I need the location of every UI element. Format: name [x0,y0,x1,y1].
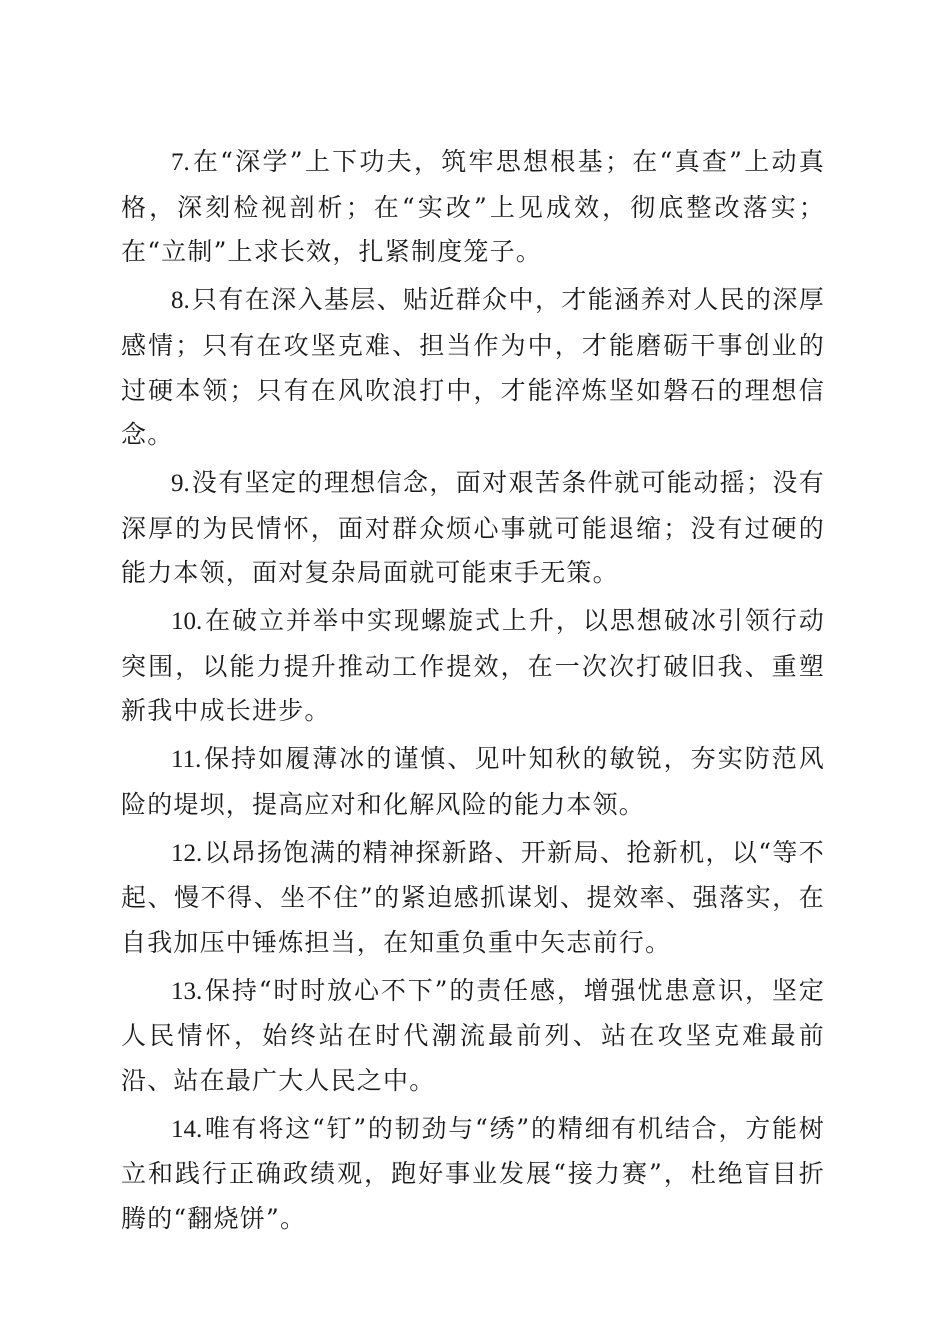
document-body [121,140,825,1245]
paragraph-text: 保持“时时放心不下”的责任感，增强忧患意识，坚定人民情怀，始终站在时代潮流最前列、站在攻坚克难最前沿、站在最广大人民之中。 [121,975,825,1096]
paragraph-9 [121,461,825,596]
paragraph-text: 只有在深入基层、贴近群众中，才能涵养对人民的深厚感情；只有在攻坚克难、担当作为中，才能磨砺干事创业的过硬本领；只有在风吹浪打中，才能淬炼坚如磐石的理想信念。 [121,285,825,450]
paragraph-number: 11. [171,746,202,774]
paragraph-text: 没有坚定的理想信念，面对艰苦条件就可能动摇；没有深厚的为民情怀，面对群众烦心事就可能退缩；没有过硬的能力本领，面对复杂局面就可能束手无策。 [121,467,825,588]
paragraph-10 [121,599,825,734]
paragraph-8 [121,278,825,458]
paragraph-text: 以昂扬饱满的精神探新路、开新局、抢新机，以“等不起、慢不得、坐不住”的紧迫感抓谋划、提效率、强落实，在自我加压中锤炼担当，在知重负重中矢志前行。 [121,837,825,957]
paragraph-text: 唯有将这“钉”的韧劲与“绣”的精细有机结合，方能树立和践行正确政绩观，跑好事业发展“接力赛”，杜绝盲目折腾的“翻烧饼”。 [121,1113,825,1234]
paragraph-number: 9. [171,469,190,497]
paragraph-7 [121,140,825,275]
paragraph-number: 10. [171,608,203,636]
paragraph-number: 7. [171,149,190,176]
paragraph-text: 保持如履薄冰的谨慎、见叶知秋的敏锐，夯实防范风险的堤坝，提高应对和化解风险的能力本领。 [121,744,825,819]
paragraph-number: 8. [171,287,190,315]
paragraph-number: 13. [171,977,203,1005]
paragraph-text: 在“深学”上下功夫，筑牢思想根基；在“真查”上动真格，深刻检视剖析；在“实改”上见成效，彻底整改落实；在“立制”上求长效，扎紧制度笼子。 [121,147,825,267]
paragraph-11 [121,737,825,827]
paragraph-12 [121,831,825,966]
paragraph-number: 12. [171,839,203,867]
paragraph-text: 在破立并举中实现螺旋式上升，以思想破冰引领行动突围，以能力提升推动工作提效，在一次次打破旧我、重塑新我中成长进步。 [121,606,825,726]
paragraph-14 [121,1107,825,1242]
paragraph-13 [121,969,825,1104]
paragraph-number: 14. [171,1115,203,1143]
